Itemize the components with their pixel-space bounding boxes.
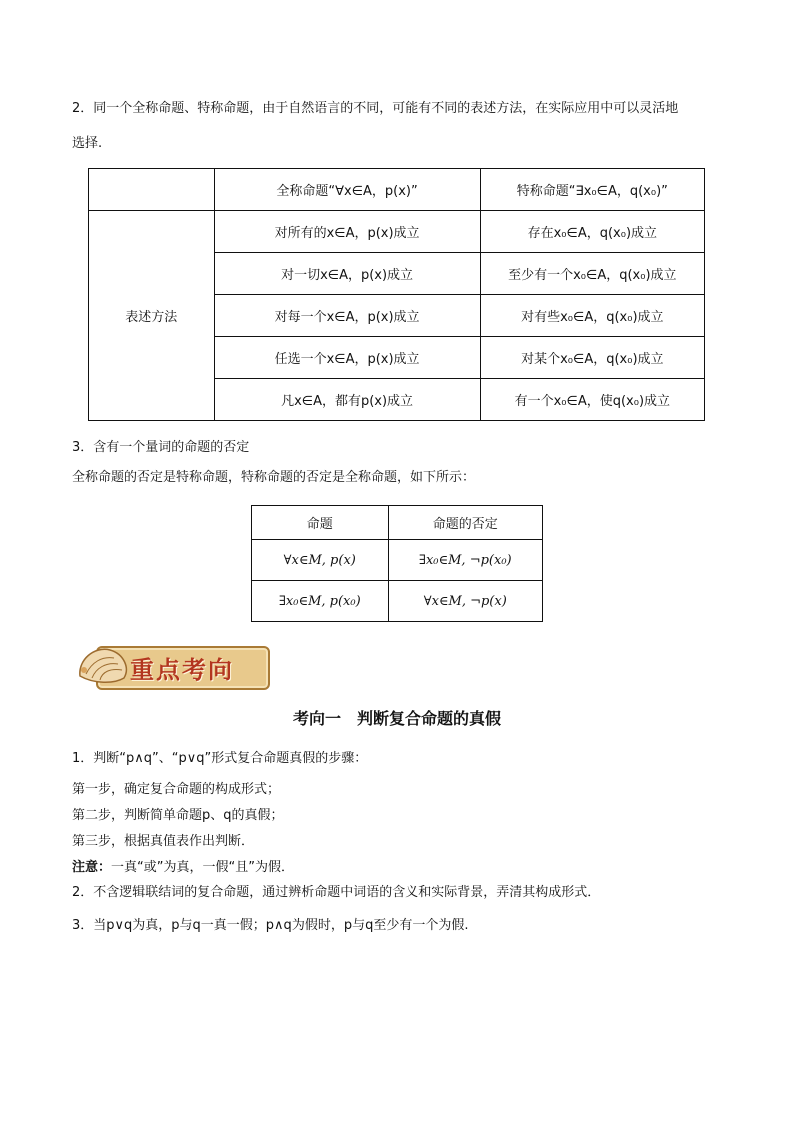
table-cell: 存在x₀∈A，q(x₀)成立 xyxy=(480,211,704,253)
table-header-cell xyxy=(89,169,215,211)
table-row xyxy=(252,540,543,581)
table-cell: 凡x∈A，都有p(x)成立 xyxy=(214,379,480,421)
note-line xyxy=(72,857,722,878)
paragraph-2-line1: 2．同一个全称命题、特称命题，由于自然语言的不同，可能有不同的表述方法，在实际应用中可以灵活地 xyxy=(72,101,679,116)
table-cell: ∀x∈M, ¬p(x) xyxy=(388,581,542,622)
table-cell: 对一切x∈A，p(x)成立 xyxy=(214,253,480,295)
negation-table xyxy=(251,505,543,622)
row-label-cell: 表述方法 xyxy=(89,211,215,421)
table-header-cell: 特称命题“∃x₀∈A，q(x₀)” xyxy=(480,169,704,211)
note-label: 注意： xyxy=(72,860,112,875)
table-cell: 有一个x₀∈A，使q(x₀)成立 xyxy=(480,379,704,421)
table-cell: ∀x∈M, p(x) xyxy=(252,540,389,581)
step-intro: 1．判断“p∧q”、“p∨q”形式复合命题真假的步骤： xyxy=(72,751,368,766)
table-cell: 任选一个x∈A，p(x)成立 xyxy=(214,337,480,379)
paragraph-2-line2: 选择. xyxy=(72,136,103,151)
table-header-cell: 命题的否定 xyxy=(388,506,542,540)
table-cell: 对每一个x∈A，p(x)成立 xyxy=(214,295,480,337)
table-cell: 对某个x₀∈A，q(x₀)成立 xyxy=(480,337,704,379)
steps-block xyxy=(72,748,722,936)
banner-title: 重点考向 xyxy=(130,655,234,684)
table-header-cell: 全称命题“∀x∈A，p(x)” xyxy=(214,169,480,211)
paragraph-3 xyxy=(72,437,722,488)
table-row xyxy=(89,211,705,253)
section-banner xyxy=(74,640,267,690)
table-cell: 对所有的x∈A，p(x)成立 xyxy=(214,211,480,253)
shell-icon xyxy=(74,640,134,690)
table-header-cell: 命题 xyxy=(252,506,389,540)
table-header-row xyxy=(252,506,543,540)
paragraph-3-desc: 全称命题的否定是特称命题，特称命题的否定是全称命题，如下所示： xyxy=(72,470,476,485)
step-one: 第一步，确定复合命题的构成形式； xyxy=(72,782,281,797)
step-three: 第三步，根据真值表作出判断． xyxy=(72,834,255,849)
table-header-row xyxy=(89,169,705,211)
paragraph-2 xyxy=(72,98,722,154)
table-cell: 至少有一个x₀∈A，q(x₀)成立 xyxy=(480,253,704,295)
table-cell: ∃x₀∈M, ¬p(x₀) xyxy=(388,540,542,581)
expression-table xyxy=(88,168,705,421)
point-three: 3．当p∨q为真，p与q一真一假；p∧q为假时，p与q至少有一个为假. xyxy=(72,918,469,933)
table-row xyxy=(252,581,543,622)
table-cell: 对有些x₀∈A，q(x₀)成立 xyxy=(480,295,704,337)
section-title: 考向一 判断复合命题的真假 xyxy=(292,709,501,728)
note-text: 一真“或”为真，一假“且”为假． xyxy=(111,860,294,875)
paragraph-3-title: 3．含有一个量词的命题的否定 xyxy=(72,440,250,455)
step-two: 第二步，判断简单命题p、q的真假； xyxy=(72,808,284,823)
point-two: 2．不含逻辑联结词的复合命题，通过辨析命题中词语的含义和实际背景，弄清其构成形式． xyxy=(72,885,601,900)
table-cell: ∃x₀∈M, p(x₀) xyxy=(252,581,389,622)
